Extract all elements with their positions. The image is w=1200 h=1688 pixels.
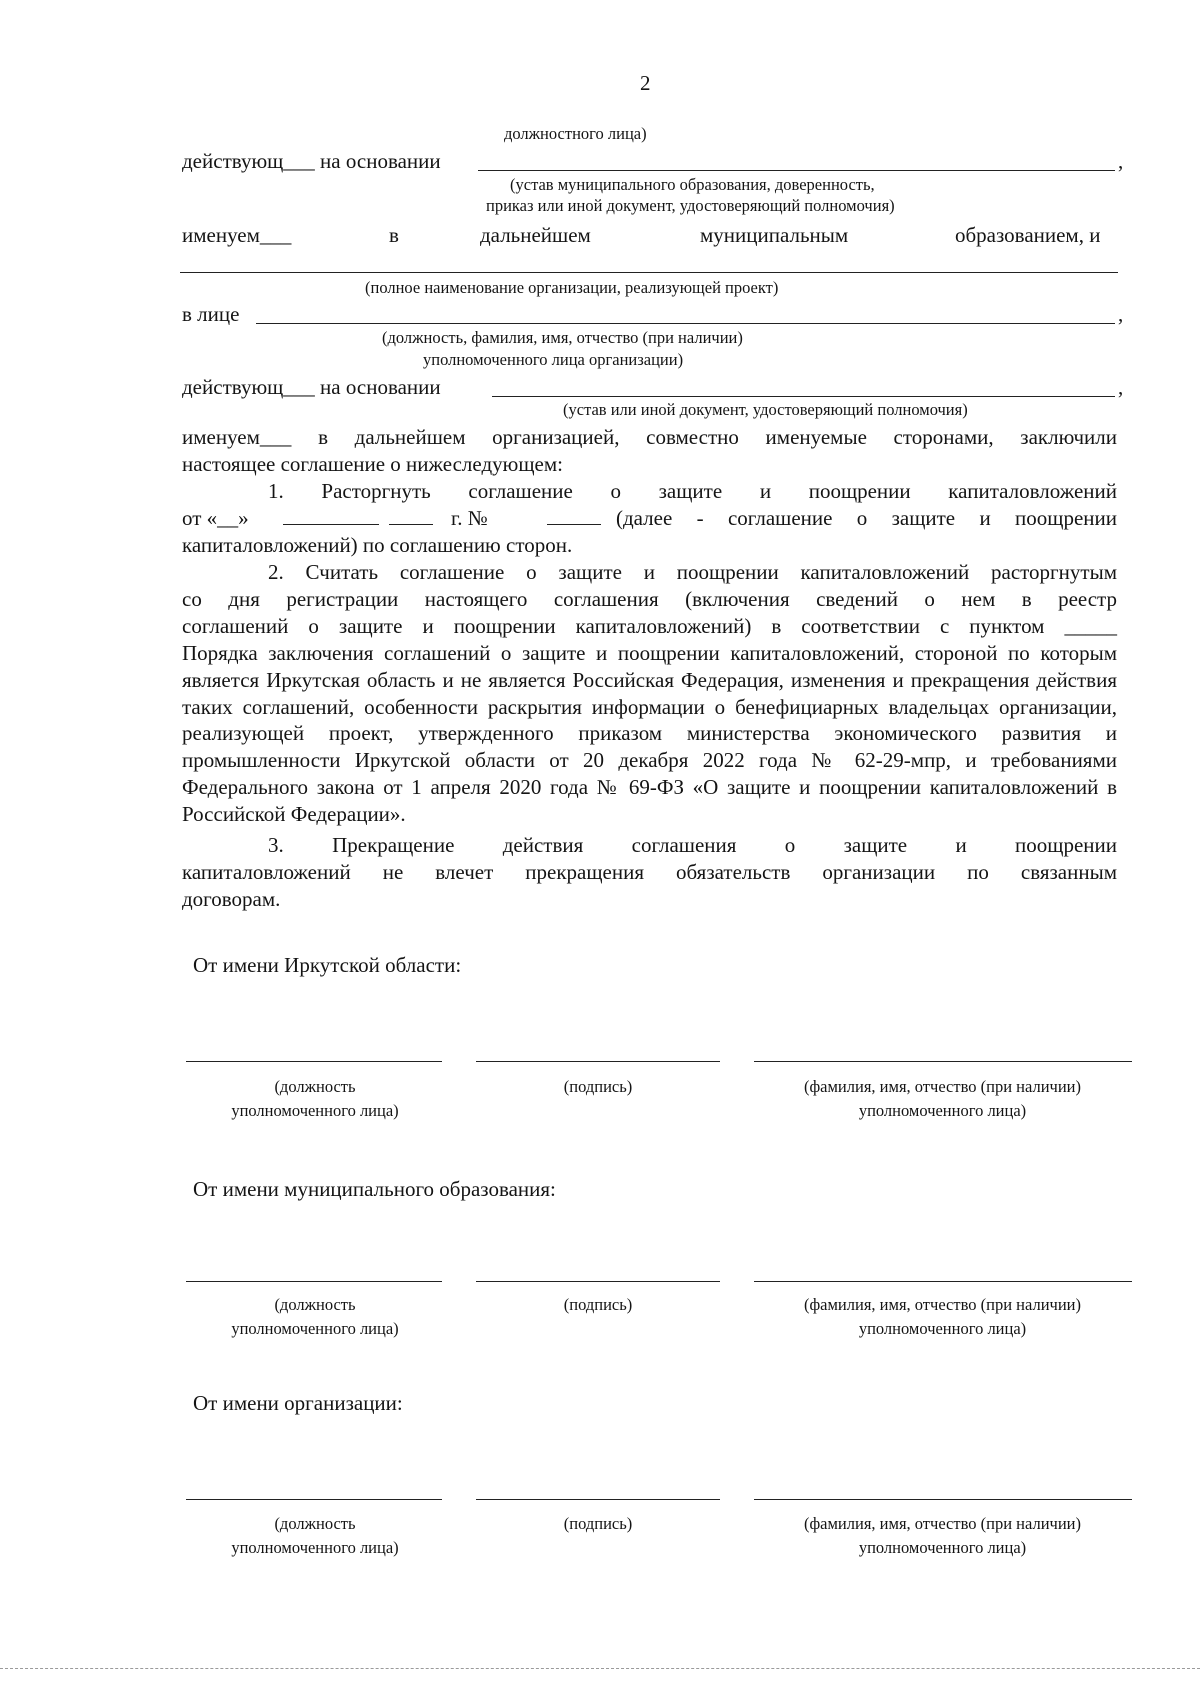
caption-line: (должность <box>274 1514 356 1533</box>
page-number: 2 <box>640 71 651 95</box>
intro-line: именуем___ в дальнейшем организацией, совместно именуемые сторонами, заключили <box>182 425 1117 449</box>
position-field[interactable] <box>186 1061 442 1062</box>
signature-caption: (подпись) <box>563 1514 633 1533</box>
name-caption <box>755 1293 1130 1341</box>
position-field[interactable] <box>186 1281 442 1282</box>
row-comma: , <box>1118 149 1124 173</box>
signature-heading: От имени Иркутской области: <box>193 953 462 977</box>
acting-basis-field[interactable] <box>478 170 1115 171</box>
position-caption <box>190 1293 440 1341</box>
item3-line: капиталовложений не влечет прекращения обязательств организации по связанным <box>182 860 1117 884</box>
caption-line: уполномоченного лица) <box>231 1319 399 1338</box>
item1-number-label: г. № <box>451 506 488 530</box>
organization-name-field[interactable] <box>180 272 1118 273</box>
acting-basis-field[interactable] <box>492 396 1115 397</box>
item1-date-prefix: от «__» <box>182 506 249 530</box>
item1-line: 1. Расторгнуть соглашение о защите и поощрении капиталовложений <box>268 479 1117 503</box>
position-caption <box>190 1512 440 1560</box>
field-caption: (устав муниципального образования, доверенность, <box>510 175 875 194</box>
field-caption: (устав или иной документ, удостоверяющий полномочия) <box>563 400 968 419</box>
named-word: в <box>389 223 399 247</box>
caption-line: (фамилия, имя, отчество (при наличии) <box>803 1295 1081 1314</box>
caption-line: уполномоченного лица) <box>858 1101 1027 1120</box>
intro-line: настоящее соглашение о нижеследующем: <box>182 452 563 476</box>
full-name-field[interactable] <box>754 1499 1132 1500</box>
named-word: именуем___ <box>182 223 292 247</box>
field-caption: (должность, фамилия, имя, отчество (при наличии) <box>382 328 743 347</box>
caption-line: (должность <box>274 1295 356 1314</box>
item2-line: 2. Считать соглашение о защите и поощрении капиталовложений расторгнутым <box>268 560 1117 584</box>
in-person-field[interactable] <box>256 323 1115 324</box>
signature-heading: От имени организации: <box>193 1391 403 1415</box>
named-word: образованием, и <box>955 223 1101 247</box>
caption-line: уполномоченного лица) <box>858 1538 1027 1557</box>
item2-body: Порядка заключения соглашений о защите и поощрении капиталовложений, стороной по которым является Иркутская область и не является Российская Федерация, изменения и прекращения действия таких соглашений, особенности раскрытия информации о бенефициарных владельцах организации, реализующей проект, утвержденного приказом министерства экономического развития и промышленности Иркутской области от 20 декабря 2022 года № 62-29-мпр, и требованиями Федерального закона от 1 апреля 2020 года № 69-ФЗ «О защите и поощрении капиталовложений в Российской Федерации». <box>182 641 1117 826</box>
caption-line: уполномоченного лица) <box>858 1319 1027 1338</box>
signature-field[interactable] <box>476 1061 720 1062</box>
signature-caption: (подпись) <box>563 1077 633 1096</box>
caption-line: (фамилия, имя, отчество (при наличии) <box>803 1077 1081 1096</box>
signature-heading: От имени муниципального образования: <box>193 1177 556 1201</box>
caption-line: (фамилия, имя, отчество (при наличии) <box>803 1514 1081 1533</box>
field-caption: (полное наименование организации, реализующей проект) <box>365 278 779 297</box>
named-word: муниципальным <box>700 223 849 247</box>
page-bottom-edge <box>0 1668 1200 1669</box>
item1-line: капиталовложений) по соглашению сторон. <box>182 533 573 557</box>
name-caption <box>755 1075 1130 1123</box>
signature-field[interactable] <box>476 1499 720 1500</box>
field-caption: приказ или иной документ, удостоверяющий полномочия) <box>486 196 895 215</box>
signature-field[interactable] <box>476 1281 720 1282</box>
full-name-field[interactable] <box>754 1061 1132 1062</box>
caption-line: (должность <box>274 1077 356 1096</box>
row-comma: , <box>1118 302 1124 326</box>
field-caption: уполномоченного лица организации) <box>423 350 684 369</box>
caption-line: уполномоченного лица) <box>231 1538 399 1557</box>
top-caption: должностного лица) <box>504 124 647 143</box>
acting-basis-label: действующ___ на основании <box>182 375 441 399</box>
date-year-field[interactable] <box>389 505 433 525</box>
signature-caption: (подпись) <box>563 1295 633 1314</box>
date-month-field[interactable] <box>283 505 379 525</box>
name-caption <box>755 1512 1130 1560</box>
item2-line: со дня регистрации настоящего соглашения (включения сведений о нем в реестр <box>182 587 1117 611</box>
position-field[interactable] <box>186 1499 442 1500</box>
named-word: дальнейшем <box>480 223 591 247</box>
position-caption <box>190 1075 440 1123</box>
row-comma: , <box>1118 375 1124 399</box>
acting-basis-label: действующ___ на основании <box>182 149 441 173</box>
item3-line: 3. Прекращение действия соглашения о защите и поощрении <box>268 833 1117 857</box>
item2-line: соглашений о защите и поощрении капиталовложений) в соответствии с пунктом _____ <box>182 614 1117 638</box>
item3-line: договорам. <box>182 887 281 911</box>
caption-line: уполномоченного лица) <box>231 1101 399 1120</box>
agreement-number-field[interactable] <box>547 505 601 525</box>
in-person-label: в лице <box>182 302 240 326</box>
full-name-field[interactable] <box>754 1281 1132 1282</box>
item1-line: (далее - соглашение о защите и поощрении <box>616 506 1117 530</box>
